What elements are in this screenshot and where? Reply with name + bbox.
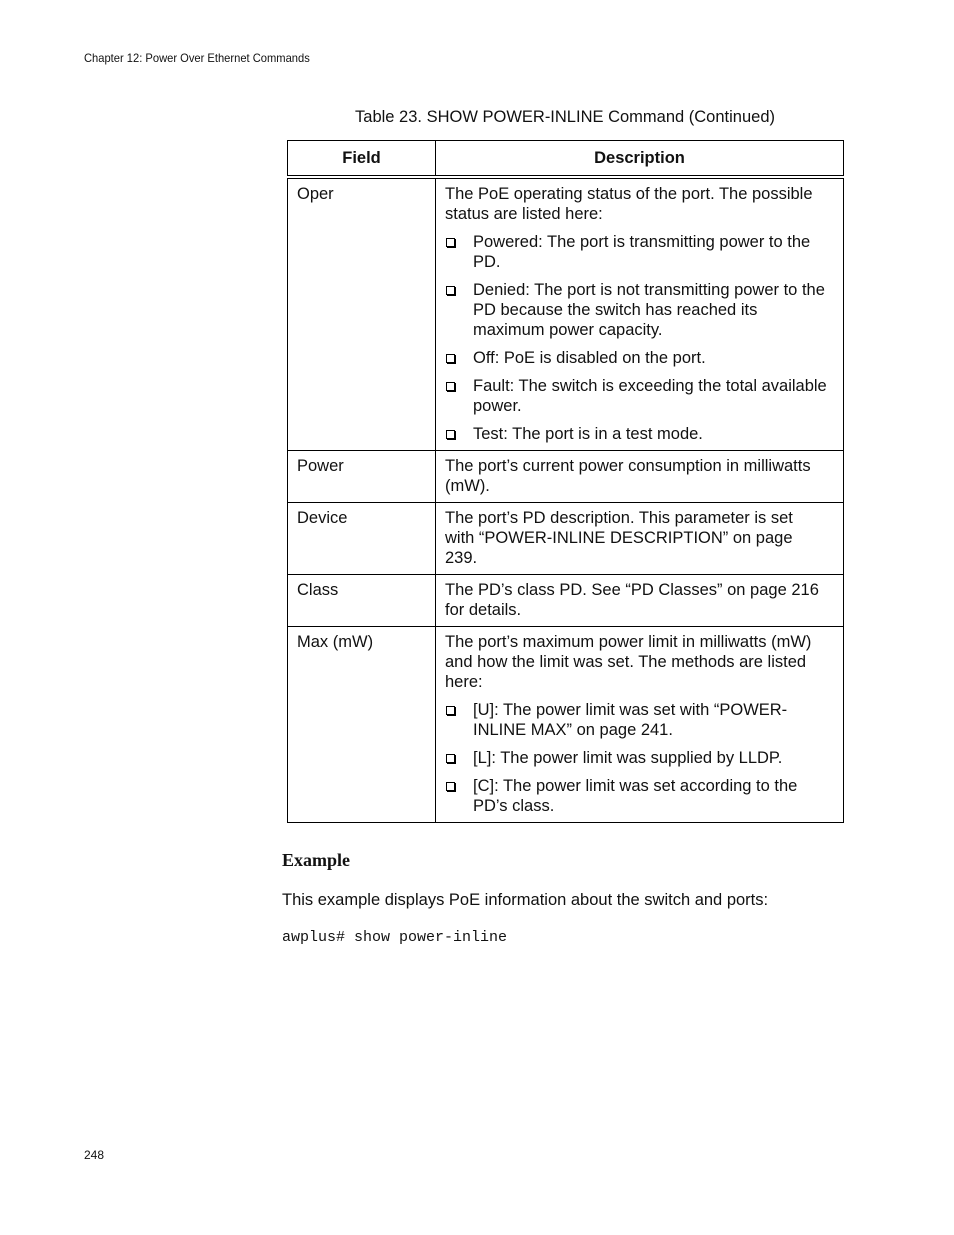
square-bullet-icon — [446, 286, 455, 295]
command-fields-table — [287, 140, 844, 823]
list-item: Fault: The switch is exceeding the total available power. — [445, 376, 831, 416]
column-header-field: Field — [288, 141, 436, 178]
description-text: The port’s PD description. This parameter is set with “POWER-INLINE DESCRIPTION” on page 239. — [445, 509, 793, 567]
list-item: [C]: The power limit was set according to the PD’s class. — [445, 776, 831, 816]
square-bullet-icon — [446, 782, 455, 791]
table-caption: Table 23. SHOW POWER-INLINE Command (Continued) — [355, 108, 775, 126]
table-row — [288, 627, 844, 823]
square-bullet-icon — [446, 754, 455, 763]
bullet-list — [445, 700, 831, 816]
square-bullet-icon — [446, 430, 455, 439]
running-header: Chapter 12: Power Over Ethernet Commands — [84, 51, 310, 65]
list-item: [U]: The power limit was set with “POWER-INLINE MAX” on page 241. — [445, 700, 831, 740]
square-bullet-icon — [446, 354, 455, 363]
field-cell: Power — [288, 451, 436, 503]
example-description: This example displays PoE information about the switch and ports: — [282, 891, 769, 909]
description-cell — [436, 451, 844, 503]
description-text: The port’s current power consumption in milliwatts (mW). — [445, 457, 811, 495]
description-text: The port’s maximum power limit in milliwatts (mW) and how the limit was set. The methods are listed here: — [445, 633, 812, 691]
table-row — [288, 451, 844, 503]
table-header-row — [288, 141, 844, 178]
square-bullet-icon — [446, 706, 455, 715]
description-cell — [436, 177, 844, 451]
list-item: Powered: The port is transmitting power to the PD. — [445, 232, 831, 272]
field-cell: Class — [288, 575, 436, 627]
field-cell: Oper — [288, 177, 436, 451]
field-cell: Max (mW) — [288, 627, 436, 823]
table-row — [288, 575, 844, 627]
table-row — [288, 177, 844, 451]
description-text: The PD’s class PD. See “PD Classes” on page 216 for details. — [445, 581, 819, 619]
square-bullet-icon — [446, 382, 455, 391]
square-bullet-icon — [446, 238, 455, 247]
field-cell: Device — [288, 503, 436, 575]
description-cell — [436, 503, 844, 575]
list-item: Test: The port is in a test mode. — [445, 424, 831, 444]
bullet-list — [445, 232, 831, 444]
table-row — [288, 503, 844, 575]
description-text: The PoE operating status of the port. The possible status are listed here: — [445, 185, 813, 223]
page-number: 248 — [84, 1148, 105, 1162]
code-sample: awplus# show power-inline — [282, 929, 508, 946]
list-item: Denied: The port is not transmitting power to the PD because the switch has reached its maximum power capacity. — [445, 280, 831, 340]
list-item: Off: PoE is disabled on the port. — [445, 348, 831, 368]
column-header-description: Description — [436, 141, 844, 178]
description-cell — [436, 575, 844, 627]
description-cell — [436, 627, 844, 823]
section-heading-example: Example — [282, 850, 351, 870]
list-item: [L]: The power limit was supplied by LLDP. — [445, 748, 831, 768]
